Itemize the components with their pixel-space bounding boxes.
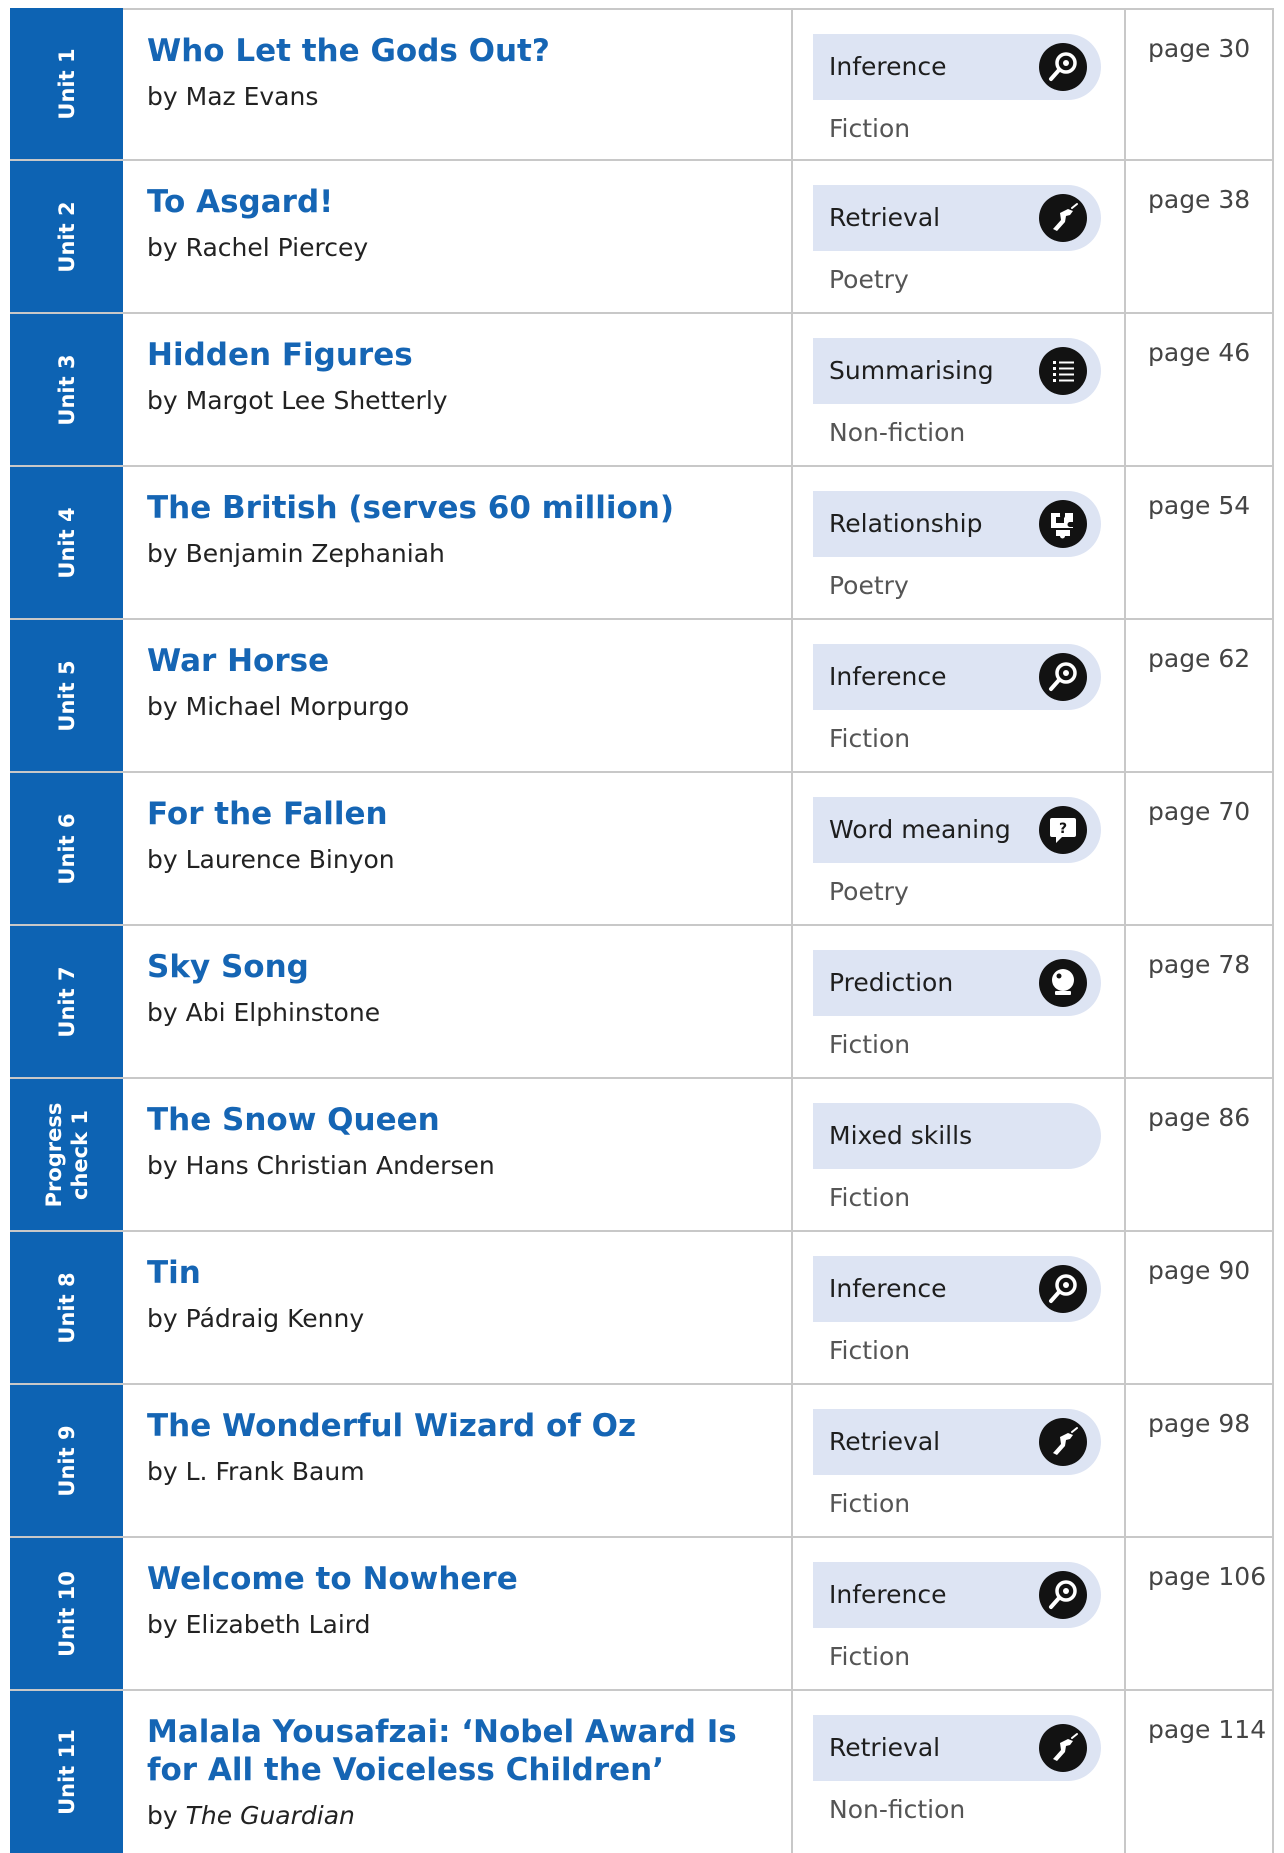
author-prefix: by	[147, 1610, 186, 1639]
page-cell	[1126, 620, 1274, 771]
unit-title[interactable]: Welcome to Nowhere	[147, 1561, 518, 1597]
title-cell	[123, 467, 793, 618]
page-cell	[1126, 467, 1274, 618]
contents-row	[10, 1232, 1274, 1385]
contents-row	[10, 8, 1274, 161]
contents-row	[10, 620, 1274, 773]
skill-cell	[793, 314, 1126, 465]
page-cell	[1126, 314, 1274, 465]
unit-tab	[10, 8, 123, 159]
author-prefix: by	[147, 82, 186, 111]
page-number[interactable]: page 90	[1148, 1256, 1251, 1285]
page-number[interactable]: page 114	[1148, 1715, 1267, 1744]
title-cell	[123, 8, 793, 159]
skill-cell	[793, 8, 1126, 159]
genre-label: Fiction	[829, 1336, 911, 1365]
genre-label: Poetry	[829, 265, 909, 294]
question-speech-icon	[1039, 806, 1087, 854]
author-line	[147, 539, 791, 568]
page-number[interactable]: page 70	[1148, 797, 1251, 826]
author-name: Benjamin Zephaniah	[185, 539, 445, 568]
skill-cell	[793, 1232, 1126, 1383]
title-cell	[123, 314, 793, 465]
skill-badge	[813, 1256, 1101, 1322]
skill-label: Summarising	[829, 356, 994, 385]
unit-title[interactable]: The British (serves 60 million)	[147, 490, 675, 526]
unit-tab-label: Unit 2	[54, 200, 79, 273]
crystal-ball-icon	[1039, 959, 1087, 1007]
author-name: Laurence Binyon	[185, 845, 395, 874]
genre-label: Fiction	[829, 1183, 911, 1212]
retrieval-dog-icon	[1039, 194, 1087, 242]
page-number[interactable]: page 38	[1148, 185, 1251, 214]
skill-cell	[793, 620, 1126, 771]
contents-row	[10, 773, 1274, 926]
unit-tab	[10, 1385, 123, 1536]
skill-badge	[813, 1103, 1101, 1169]
skill-badge	[813, 34, 1101, 100]
unit-title[interactable]: Sky Song	[147, 949, 309, 985]
genre-label: Non-fiction	[829, 1795, 966, 1824]
genre-label: Fiction	[829, 1030, 911, 1059]
title-cell	[123, 1385, 793, 1536]
skill-cell	[793, 926, 1126, 1077]
title-cell	[123, 1079, 793, 1230]
author-prefix: by	[147, 233, 186, 262]
skill-cell	[793, 161, 1126, 312]
title-cell	[123, 926, 793, 1077]
unit-tab-line: check 1	[67, 1109, 92, 1200]
unit-tab-label: Unit 3	[54, 353, 79, 426]
contents-row	[10, 161, 1274, 314]
skill-cell	[793, 467, 1126, 618]
author-prefix: by	[147, 998, 186, 1027]
unit-tab-label: Unit 10	[54, 1570, 79, 1657]
author-prefix: by	[147, 1151, 186, 1180]
skill-badge	[813, 185, 1101, 251]
page-cell	[1126, 1385, 1274, 1536]
unit-tab-label: Unit 11	[54, 1729, 79, 1815]
contents-row	[10, 1538, 1274, 1691]
author-prefix: by	[147, 1304, 186, 1333]
author-line	[147, 233, 791, 262]
magnifier-icon	[1039, 1265, 1087, 1313]
svg-text:?: ?	[1058, 821, 1068, 837]
page-cell	[1126, 773, 1274, 924]
page-number[interactable]: page 78	[1148, 950, 1251, 979]
unit-tab-line: Progress	[41, 1102, 66, 1207]
page-number[interactable]: page 62	[1148, 644, 1251, 673]
unit-title[interactable]: For the Fallen	[147, 796, 388, 832]
unit-tab	[10, 773, 123, 924]
unit-title[interactable]: Hidden Figures	[147, 337, 413, 373]
title-cell	[123, 1538, 793, 1689]
contents-table	[10, 8, 1274, 1853]
author-name: Abi Elphinstone	[185, 998, 381, 1027]
skill-cell	[793, 1385, 1126, 1536]
unit-title[interactable]: To Asgard!	[147, 184, 334, 220]
contents-row	[10, 1385, 1274, 1538]
unit-tab	[10, 314, 123, 465]
author-name: Margot Lee Shetterly	[185, 386, 448, 415]
magnifier-icon	[1039, 43, 1087, 91]
unit-tab	[10, 620, 123, 771]
author-name: The Guardian	[185, 1801, 355, 1830]
page-number[interactable]: page 46	[1148, 338, 1251, 367]
author-prefix: by	[147, 1457, 186, 1486]
author-name: Michael Morpurgo	[185, 692, 410, 721]
unit-tab-label: Unit 7	[54, 965, 79, 1038]
author-prefix: by	[147, 539, 186, 568]
skill-badge	[813, 1715, 1101, 1781]
unit-tab-label: Unit 8	[54, 1271, 79, 1344]
puzzle-icon	[1039, 500, 1087, 548]
unit-title[interactable]: Malala Yousafzai: ‘Nobel Award Is for All the Voiceless Children’	[147, 1714, 737, 1788]
skill-badge	[813, 491, 1101, 557]
author-prefix: by	[147, 845, 186, 874]
skill-label: Retrieval	[829, 1733, 941, 1762]
title-cell	[123, 161, 793, 312]
author-line	[147, 692, 791, 721]
unit-tab-label: Unit 4	[54, 506, 79, 579]
page-cell	[1126, 161, 1274, 312]
genre-label: Poetry	[829, 571, 909, 600]
genre-label: Fiction	[829, 114, 911, 143]
author-name: Hans Christian Andersen	[185, 1151, 495, 1180]
skill-label: Word meaning	[829, 815, 1011, 844]
skill-label: Mixed skills	[829, 1121, 973, 1150]
title-cell	[123, 1232, 793, 1383]
skill-cell	[793, 1691, 1126, 1853]
author-prefix: by	[147, 692, 186, 721]
author-line	[147, 1304, 791, 1333]
unit-tab	[10, 161, 123, 312]
author-name: L. Frank Baum	[185, 1457, 365, 1486]
author-prefix: by	[147, 386, 186, 415]
skill-cell	[793, 773, 1126, 924]
page-cell	[1126, 1691, 1274, 1853]
author-line	[147, 998, 791, 1027]
title-cell	[123, 620, 793, 771]
page-number[interactable]: page 106	[1148, 1562, 1267, 1591]
genre-label: Fiction	[829, 1489, 911, 1518]
genre-label: Poetry	[829, 877, 909, 906]
author-name: Elizabeth Laird	[185, 1610, 371, 1639]
unit-title[interactable]: Tin	[147, 1255, 201, 1291]
magnifier-icon	[1039, 1571, 1087, 1619]
genre-label: Fiction	[829, 1642, 911, 1671]
unit-title[interactable]: The Wonderful Wizard of Oz	[147, 1408, 636, 1444]
unit-tab	[10, 467, 123, 618]
skill-cell	[793, 1079, 1126, 1230]
page-number[interactable]: page 86	[1148, 1103, 1251, 1132]
skill-label: Inference	[829, 1580, 947, 1609]
magnifier-icon	[1039, 653, 1087, 701]
page-cell	[1126, 8, 1274, 159]
contents-row	[10, 467, 1274, 620]
retrieval-dog-icon	[1039, 1418, 1087, 1466]
page-cell	[1126, 1538, 1274, 1689]
skill-cell	[793, 1538, 1126, 1689]
unit-tab	[10, 1079, 123, 1230]
unit-tab	[10, 1691, 123, 1853]
contents-row	[10, 926, 1274, 1079]
author-name: Pádraig Kenny	[185, 1304, 365, 1333]
genre-label: Fiction	[829, 724, 911, 753]
unit-tab-label: Unit 9	[54, 1424, 79, 1497]
author-prefix: by	[147, 1801, 186, 1830]
skill-label: Relationship	[829, 509, 983, 538]
contents-row	[10, 1079, 1274, 1232]
skill-label: Inference	[829, 662, 947, 691]
unit-title[interactable]: War Horse	[147, 643, 330, 679]
author-name: Rachel Piercey	[185, 233, 369, 262]
unit-tab-label	[41, 1102, 93, 1207]
unit-tab	[10, 926, 123, 1077]
page-cell	[1126, 1232, 1274, 1383]
title-cell	[123, 1691, 793, 1853]
unit-title[interactable]: Who Let the Gods Out?	[147, 33, 550, 69]
unit-tab-label: Unit 1	[54, 47, 79, 120]
skill-badge	[813, 644, 1101, 710]
skill-badge	[813, 797, 1101, 863]
author-line	[147, 1151, 791, 1180]
author-line	[147, 82, 791, 111]
page-cell	[1126, 926, 1274, 1077]
skill-label: Retrieval	[829, 203, 941, 232]
skill-badge	[813, 950, 1101, 1016]
page-number[interactable]: page 98	[1148, 1409, 1251, 1438]
unit-tab	[10, 1232, 123, 1383]
contents-row	[10, 1691, 1274, 1853]
author-line	[147, 1457, 791, 1486]
author-line	[147, 386, 791, 415]
page-cell	[1126, 1079, 1274, 1230]
retrieval-dog-icon	[1039, 1724, 1087, 1772]
unit-tab	[10, 1538, 123, 1689]
skill-badge	[813, 338, 1101, 404]
skill-badge	[813, 1409, 1101, 1475]
unit-title[interactable]: The Snow Queen	[147, 1102, 440, 1138]
skill-label: Inference	[829, 1274, 947, 1303]
list-icon	[1039, 347, 1087, 395]
skill-label: Prediction	[829, 968, 954, 997]
skill-label: Inference	[829, 52, 947, 81]
author-line	[147, 1801, 791, 1830]
author-line	[147, 1610, 791, 1639]
skill-badge	[813, 1562, 1101, 1628]
author-name: Maz Evans	[185, 82, 319, 111]
contents-row	[10, 314, 1274, 467]
unit-tab-label: Unit 5	[54, 659, 79, 732]
skill-label: Retrieval	[829, 1427, 941, 1456]
genre-label: Non-fiction	[829, 418, 966, 447]
author-line	[147, 845, 791, 874]
unit-tab-label: Unit 6	[54, 812, 79, 885]
page-number[interactable]: page 54	[1148, 491, 1251, 520]
title-cell	[123, 773, 793, 924]
page-number[interactable]: page 30	[1148, 34, 1251, 63]
